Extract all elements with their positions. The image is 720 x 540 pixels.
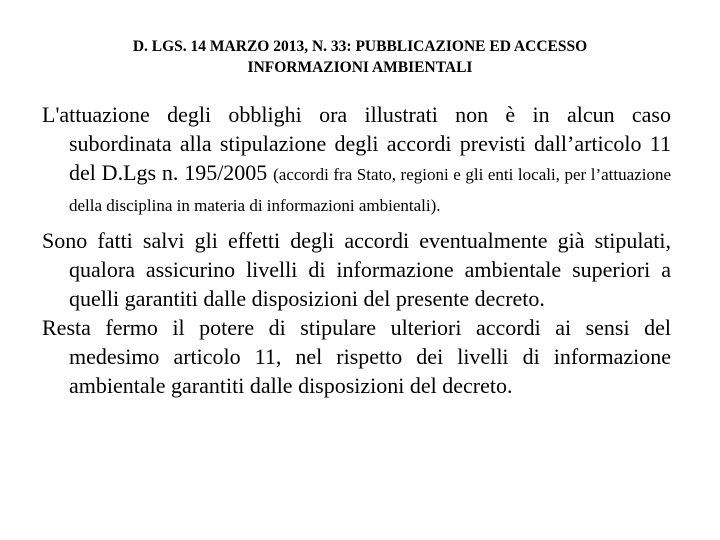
- paragraph-accordi-salvi: Sono fatti salvi gli effetti degli accordi eventualmente già stipulati, qualora assicurino livelli di informazione ambientale superiori a quelli garantiti dalle disposizioni del presente decreto.: [42, 228, 671, 311]
- slide-title: [60, 36, 660, 78]
- paragraph-potere-stipulare: Resta fermo il potere di stipulare ulteriori accordi ai sensi del medesimo articolo 11, nel rispetto dei livelli di informazione ambientale garantiti dalle disposizioni del decreto.: [42, 315, 671, 398]
- slide-body: [42, 100, 671, 400]
- paragraph-attuazione-end: .: [436, 196, 441, 215]
- paragraph-attuazione-main: L'attuazione degli obblighi ora illustrati non è in alcun caso subordinata alla stipulazione degli accordi previsti dall’articolo 11 del D.Lgs n. 195/2005: [42, 102, 671, 185]
- paragraph-attuazione: [42, 100, 671, 220]
- paragraph-attuazione-note: (accordi fra Stato, regioni e gli enti locali, per l’attuazione della disciplina in materia di informazioni ambientali): [69, 165, 671, 215]
- title-line-1: D. LGS. 14 MARZO 2013, N. 33: PUBBLICAZIONE ED ACCESSO: [132, 38, 588, 55]
- title-line-2: INFORMAZIONI AMBIENTALI: [247, 59, 473, 76]
